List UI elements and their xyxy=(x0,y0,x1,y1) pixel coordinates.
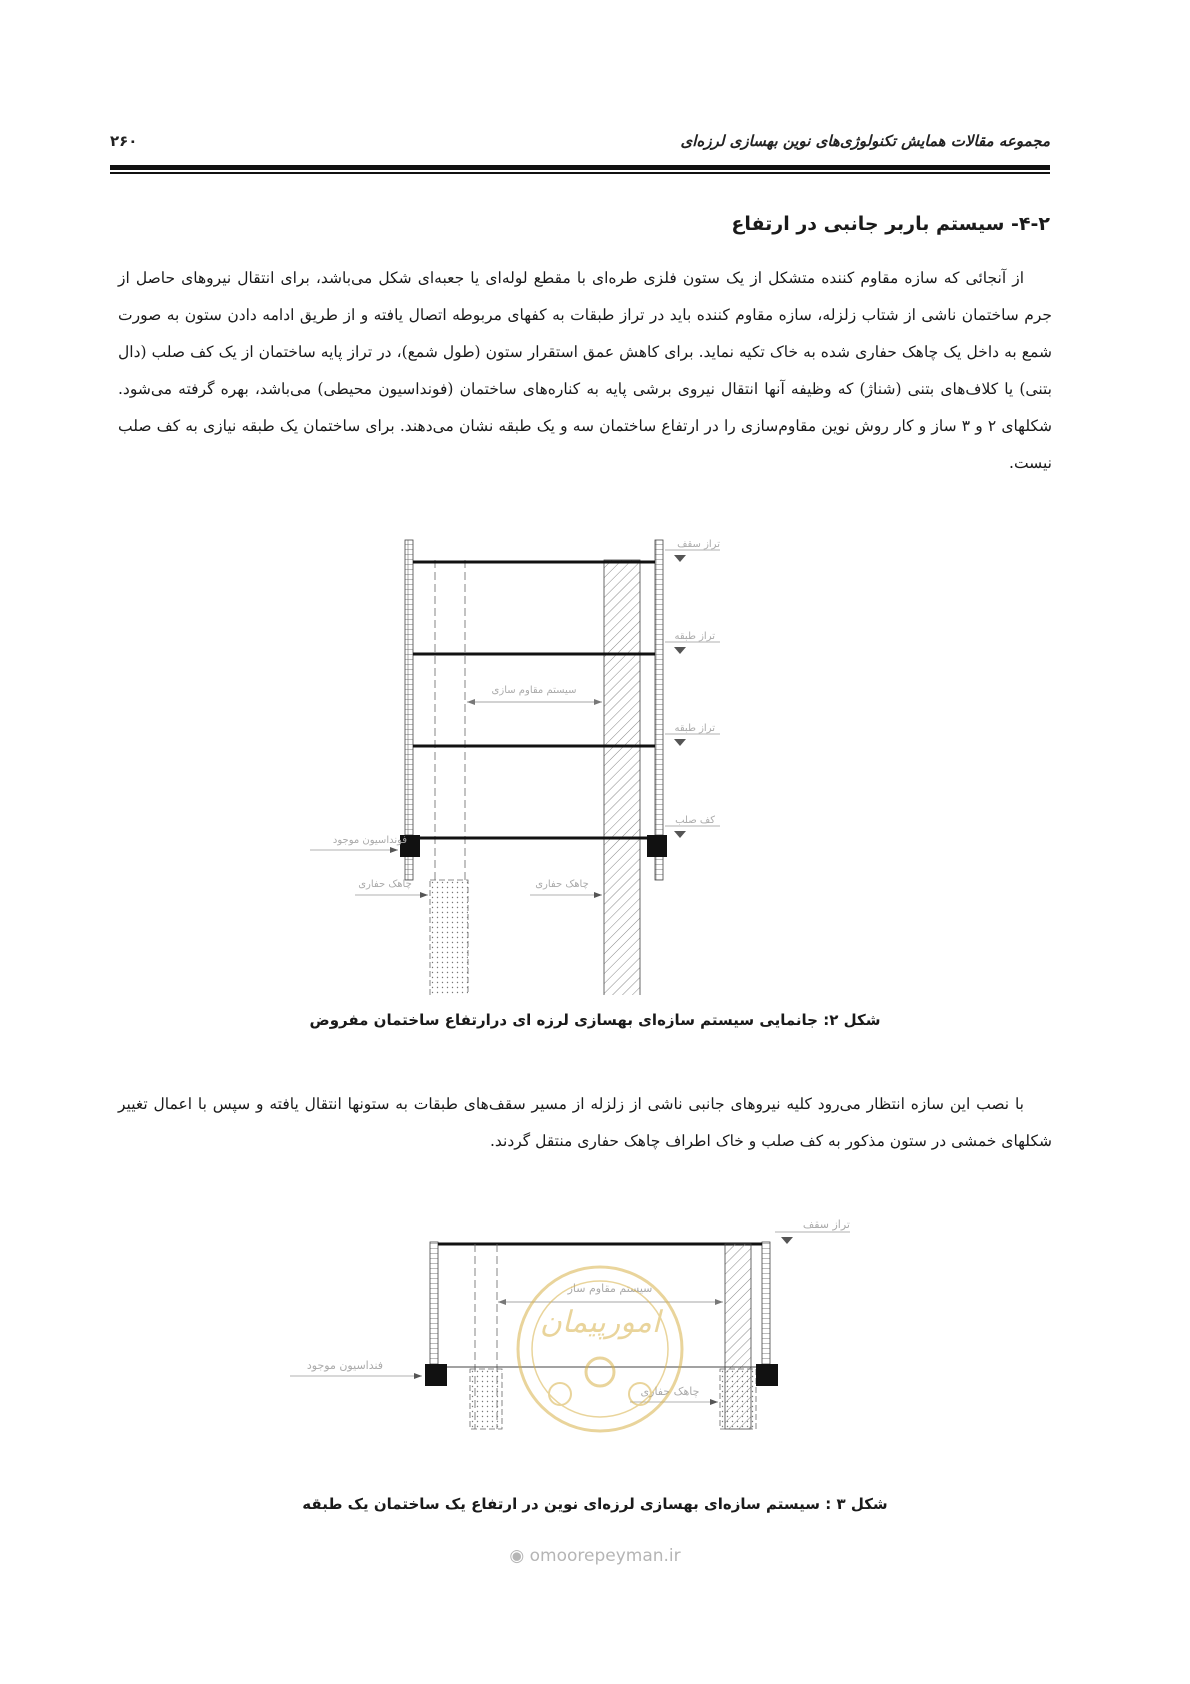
fig3-label-roof-level: تراز سقف xyxy=(802,1218,850,1231)
label-floor-level-2: تراز طبقه xyxy=(674,631,715,642)
retrofit-column xyxy=(604,560,640,995)
header-rule-thick xyxy=(110,165,1050,170)
label-drilled-well-left: چاهک حفاری xyxy=(358,879,412,890)
right-foundation xyxy=(647,835,667,857)
left-wall xyxy=(405,540,413,880)
figure-3-diagram xyxy=(290,1214,870,1474)
fig3-left-foundation xyxy=(425,1364,447,1386)
label-drilled-well-right: چاهک حفاری xyxy=(535,879,589,890)
fig3-label-retrofit-structure: سیستم مقاوم ساز xyxy=(567,1282,653,1295)
paragraph-text: از آنجائی که سازه مقاوم کننده متشکل از یک ستون فلزی طره‌ای با مقطع لوله‌ای یا جعبه‌ای شکل می‌باشد، برای انتقال نیروهای حاصل از جرم ساختمان ناشی از شتاب زلزله، سازه مقاوم کننده باید در تراز طبقات به کفهای مربوطه اتصال یافته و از طریق ادامه دادن ستون به صورت شمع به داخل یک چاهک حفاری شده به خاک تکیه نماید. برای کاهش عمق استقرار ستون (طول شمع)، در تراز پایه ساختمان از یک کف صلب (دال بتنی) یا کلاف‌های بتنی (شناژ) که وظیفه آنها انتقال نیروی برشی پایه به کناره‌های ساختمان (فونداسیون محیطی) می‌باشد، بهره گرفته می‌شود. شکلهای ۲ و ۳ ساز و کار روش نوین مقاوم‌سازی را در ارتفاع ساختمان سه و یک طبقه نشان می‌دهند. برای ساختمان یک طبقه نیازی به کف صلب نیست. xyxy=(118,269,1053,472)
label-retrofit-system: سیستم مقاوم سازی xyxy=(491,685,577,696)
left-drilled-well xyxy=(430,880,468,995)
figure-2-diagram xyxy=(300,535,800,995)
watermark-icon: ◉ xyxy=(509,1546,530,1566)
book-title: مجموعه مقالات همایش تکنولوژی‌های نوین بهسازی لرزه‌ای xyxy=(680,132,1050,150)
fig3-right-foundation xyxy=(756,1364,778,1386)
body-paragraph-2 xyxy=(118,1086,1052,1160)
label-roof-level: تراز سقف xyxy=(677,539,720,550)
fig3-label-drilled-well: چاهک حفاری xyxy=(640,1385,700,1398)
paragraph-text: با نصب این سازه انتظار می‌رود کلیه نیروهای جانبی ناشی از زلزله از مسیر سقف‌های طبقات به ستونها انتقال یافته و سپس با اعمال تغییر شکلهای خمشی در ستون مذکور به کف صلب و خاک اطراف چاهک حفاری منتقل گردند. xyxy=(118,1095,1052,1150)
figure-3-caption: شکل ۳ : سیستم سازه‌ای بهسازی لرزه‌ای نوین در ارتفاع یک ساختمان یک طبقه xyxy=(302,1495,888,1513)
body-paragraph-1 xyxy=(118,260,1052,482)
page-number: ۲۶۰ xyxy=(110,132,138,150)
section-title: ۴-۲- سیستم باربر جانبی در ارتفاع xyxy=(731,213,1050,235)
right-wall xyxy=(655,540,663,880)
label-rigid-floor: کف صلب xyxy=(675,815,715,826)
watermark-url-text: omoorepeyman.ir xyxy=(529,1546,681,1566)
label-existing-foundation: فونداسیون موجود xyxy=(332,835,408,846)
watermark-logo-text: امورپیمان xyxy=(539,1305,661,1340)
figure-2-caption: شکل ۲: جانمایی سیستم سازه‌ای بهسازی لرزه ای درارتفاع ساختمان مفروض xyxy=(309,1011,881,1029)
fig3-label-existing-foundation: فنداسیون موجود xyxy=(306,1359,384,1372)
label-floor-level-1: تراز طبقه xyxy=(674,723,715,734)
page-header xyxy=(110,128,1050,158)
header-rule-thin xyxy=(110,172,1050,174)
watermark-url xyxy=(0,1546,1190,1566)
